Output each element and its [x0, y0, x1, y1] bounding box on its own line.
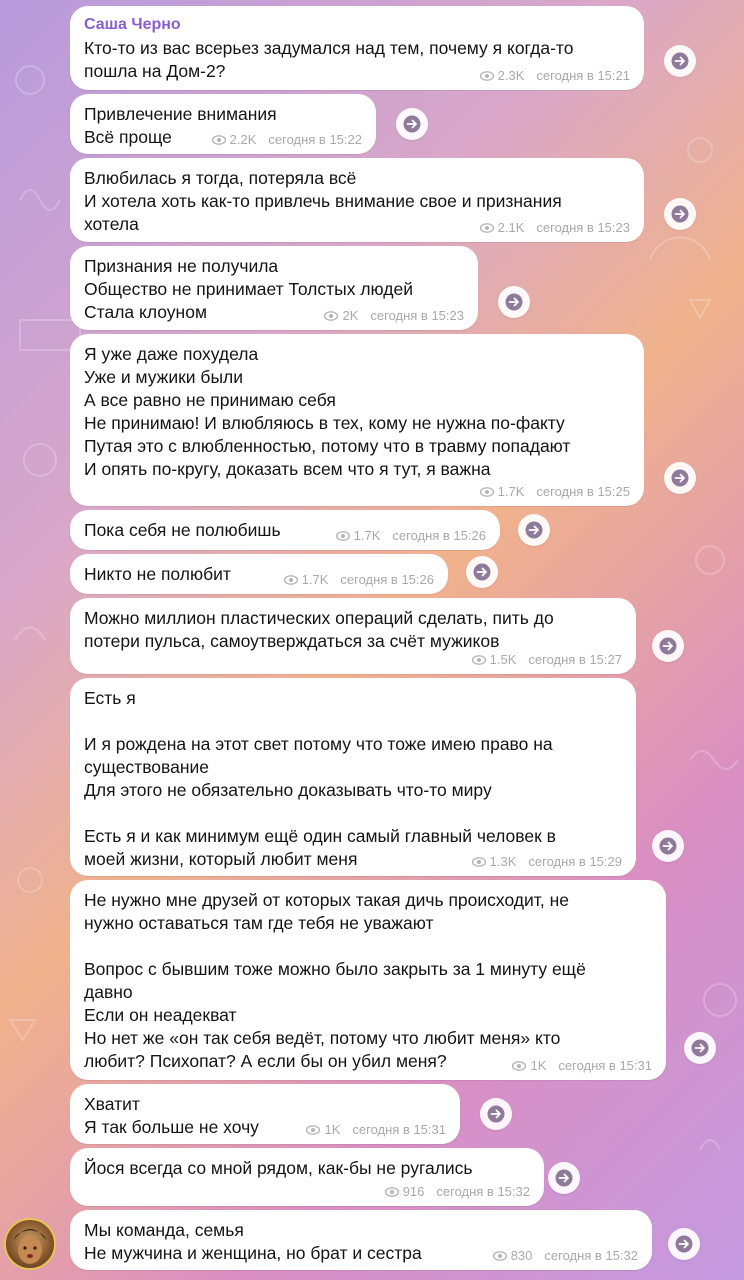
- message-meta: [480, 484, 630, 500]
- message-bubble[interactable]: [70, 1210, 652, 1270]
- eye-icon: [472, 655, 486, 665]
- sender-avatar[interactable]: [4, 1218, 56, 1270]
- eye-icon: [480, 487, 494, 497]
- eye-icon: [324, 311, 338, 321]
- view-count: 1K: [324, 1122, 341, 1137]
- message-text: Хватит Я так больше не хочу: [84, 1094, 259, 1137]
- timestamp: сегодня в 15:21: [536, 68, 630, 83]
- message-text: Кто-то из вас всерьез задумался над тем, почему я когда-то пошла на Дом-2?: [84, 38, 574, 81]
- message-bubble[interactable]: [70, 334, 644, 506]
- forward-arrow-icon: [690, 1038, 710, 1058]
- message-text: Пока себя не полюбишь: [84, 520, 281, 540]
- message-meta: [385, 1184, 530, 1200]
- view-count: 1.5K: [489, 652, 517, 667]
- message-text: Мы команда, семья Не мужчина и женщина, но брат и сестра: [84, 1220, 422, 1263]
- eye-icon: [472, 857, 486, 867]
- eye-icon: [480, 223, 494, 233]
- timestamp: сегодня в 15:26: [392, 528, 486, 543]
- forward-button[interactable]: [518, 514, 550, 546]
- eye-icon: [385, 1187, 399, 1197]
- message-bubble[interactable]: [70, 554, 448, 594]
- message-bubble[interactable]: [70, 94, 376, 154]
- timestamp: сегодня в 15:27: [528, 652, 622, 667]
- forward-button[interactable]: [466, 556, 498, 588]
- message-bubble[interactable]: [70, 510, 500, 550]
- view-count: 916: [402, 1184, 425, 1199]
- forward-arrow-icon: [524, 520, 544, 540]
- message-meta: [324, 308, 464, 324]
- forward-button[interactable]: [664, 198, 696, 230]
- forward-button[interactable]: [498, 286, 530, 318]
- view-count: 2.2K: [229, 132, 257, 147]
- view-count: 1K: [530, 1058, 547, 1073]
- timestamp: сегодня в 15:22: [268, 132, 362, 147]
- message-meta: [480, 68, 630, 84]
- forward-button[interactable]: [684, 1032, 716, 1064]
- eye-icon: [306, 1125, 320, 1135]
- message-text: Я уже даже похудела Уже и мужики были А все равно не принимаю себя Не принимаю! И влюбляюсь в тех, кому не нужна по-факту Путая это с влюбленностью, потому что в травму попадают И опять по-кругу, доказать всем что я тут, я важна: [84, 344, 571, 479]
- timestamp: сегодня в 15:32: [544, 1248, 638, 1263]
- eye-icon: [512, 1061, 526, 1071]
- eye-icon: [336, 531, 350, 541]
- timestamp: сегодня в 15:31: [558, 1058, 652, 1073]
- message-meta: [493, 1248, 638, 1264]
- eye-icon: [284, 575, 298, 585]
- view-count: 1.7K: [497, 484, 525, 499]
- timestamp: сегодня в 15:23: [370, 308, 464, 323]
- message-text: Признания не получила Общество не принимает Толстых людей Стала клоуном: [84, 256, 414, 322]
- forward-arrow-icon: [670, 468, 690, 488]
- view-count: 830: [510, 1248, 533, 1263]
- timestamp: сегодня в 15:29: [528, 854, 622, 869]
- forward-button[interactable]: [396, 108, 428, 140]
- message-text: Не нужно мне друзей от которых такая дичь происходит, не нужно оставаться там где тебя не уважают Вопрос с бывшим тоже можно было закрыть за 1 минуту ещё давно Если он неадекват Но нет же «он так себя ведёт, потому что любит меня» кто любит? Психопат? А если бы он убил меня?: [84, 890, 586, 1071]
- message-bubble[interactable]: [70, 880, 666, 1080]
- forward-arrow-icon: [670, 204, 690, 224]
- message-text: Можно миллион пластических операций сделать, пить до потери пульса, самоутверждаться за счёт мужиков: [84, 608, 554, 651]
- message-bubble[interactable]: [70, 1148, 544, 1206]
- forward-arrow-icon: [658, 836, 678, 856]
- forward-button[interactable]: [652, 630, 684, 662]
- message-bubble[interactable]: [70, 246, 478, 330]
- avatar-image: [6, 1220, 54, 1268]
- view-count: 1.7K: [353, 528, 381, 543]
- message-bubble[interactable]: [70, 598, 636, 674]
- message-meta: [472, 652, 622, 668]
- eye-icon: [480, 71, 494, 81]
- forward-arrow-icon: [486, 1104, 506, 1124]
- timestamp: сегодня в 15:26: [340, 572, 434, 587]
- message-bubble[interactable]: [70, 1084, 460, 1144]
- view-count: 1.3K: [489, 854, 517, 869]
- sender-name[interactable]: Саша Черно: [84, 16, 181, 33]
- message-meta: [512, 1058, 652, 1074]
- message-text: Есть я И я рождена на этот свет потому что тоже имею право на существование Для этого не обязательно доказывать что-то миру Есть я и как минимум ещё один самый главный человек в моей жизни, который любит меня: [84, 688, 556, 869]
- message-bubble[interactable]: [70, 678, 636, 876]
- forward-arrow-icon: [472, 562, 492, 582]
- timestamp: сегодня в 15:31: [352, 1122, 446, 1137]
- message-text: Никто не полюбит: [84, 564, 231, 584]
- forward-button[interactable]: [548, 1162, 580, 1194]
- message-text: Йося всегда со мной рядом, как-бы не ругались: [84, 1158, 473, 1178]
- forward-arrow-icon: [670, 51, 690, 71]
- view-count: 2.1K: [497, 220, 525, 235]
- forward-button[interactable]: [480, 1098, 512, 1130]
- message-meta: [306, 1122, 446, 1138]
- view-count: 1.7K: [301, 572, 329, 587]
- message-meta: [472, 854, 622, 870]
- message-meta: [480, 220, 630, 236]
- view-count: 2.3K: [497, 68, 525, 83]
- forward-button[interactable]: [668, 1228, 700, 1260]
- eye-icon: [212, 135, 226, 145]
- eye-icon: [493, 1251, 507, 1261]
- forward-arrow-icon: [554, 1168, 574, 1188]
- message-meta: [336, 528, 486, 544]
- forward-arrow-icon: [504, 292, 524, 312]
- timestamp: сегодня в 15:23: [536, 220, 630, 235]
- message-text: Привлечение внимания Всё проще: [84, 104, 277, 147]
- message-meta: [212, 132, 362, 148]
- forward-button[interactable]: [664, 462, 696, 494]
- forward-arrow-icon: [674, 1234, 694, 1254]
- forward-button[interactable]: [652, 830, 684, 862]
- forward-arrow-icon: [658, 636, 678, 656]
- timestamp: сегодня в 15:32: [436, 1184, 530, 1199]
- message-text: Влюбилась я тогда, потеряла всё И хотела хоть как-то привлечь внимание свое и признания хотела: [84, 168, 562, 234]
- message-meta: [284, 572, 434, 588]
- message-bubble[interactable]: [70, 6, 644, 90]
- message-bubble[interactable]: [70, 158, 644, 242]
- timestamp: сегодня в 15:25: [536, 484, 630, 499]
- view-count: 2K: [342, 308, 359, 323]
- forward-button[interactable]: [664, 45, 696, 77]
- forward-arrow-icon: [402, 114, 422, 134]
